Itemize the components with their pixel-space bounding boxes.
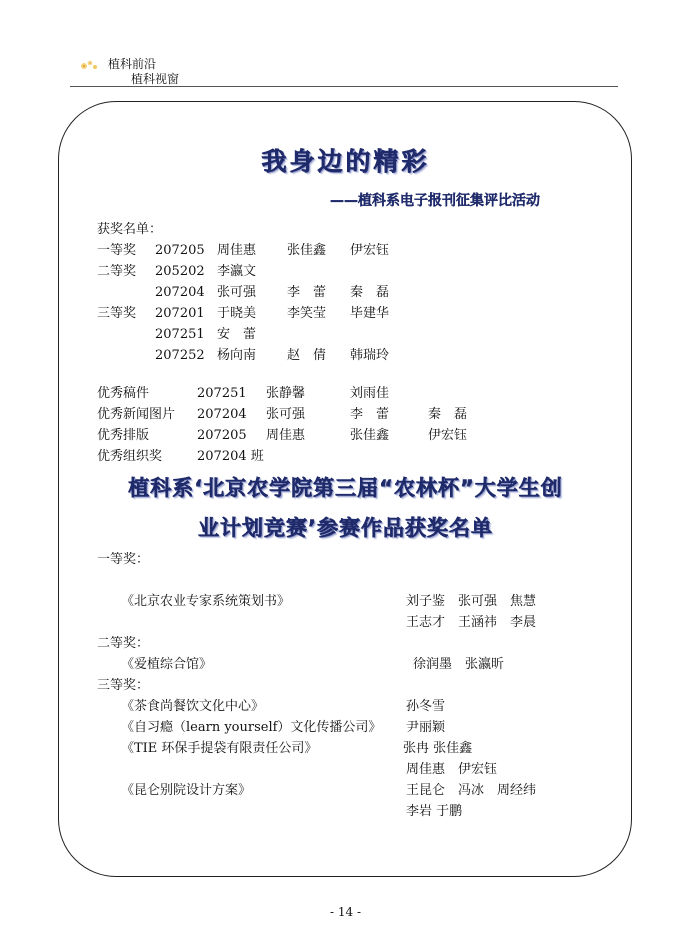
award-name: 杨向南 [217,348,257,363]
award-name: 周佳惠 [217,243,257,258]
contest-members: 孙冬雪 [406,699,446,714]
award-class-code: 207252 [155,348,205,363]
contest-members: 周佳惠 伊宏钰 [406,762,498,777]
award-class-code: 207201 [155,306,205,321]
excellent-category: 优秀组织奖 [97,449,163,464]
award-class-code: 207205 [155,243,205,258]
header-section-title: 植科前沿 [108,57,157,71]
award-name: 于晓美 [217,306,257,321]
award-name: 张佳鑫 [287,243,327,258]
award-name: 毕建华 [350,306,390,321]
award-name: 韩瑞玲 [350,348,390,363]
contest-work-title: 《自习瘾（learn yourself）文化传播公司》 [121,720,382,735]
page-subtitle: ——植科系电子报刊征集评比活动 [330,193,540,209]
contest-title-line1: 植科系‘北京农学院第三届“农林杯”大学生创 [128,476,563,500]
award-class-code: 207204 [155,285,205,300]
award-rank: 三等奖 [97,306,137,321]
excellent-class-code: 207205 [197,428,247,443]
excellent-name: 伊宏钰 [428,428,468,443]
contest-members: 李岩 于鹏 [406,804,463,819]
excellent-category: 优秀新闻图片 [97,407,176,422]
award-name: 李笑莹 [287,306,327,321]
contest-first-label: 一等奖： [97,552,150,567]
contest-third-label: 三等奖： [97,678,150,693]
contest-work-title: 《爱植综合馆》 [121,657,213,672]
excellent-class-code: 207204 [197,407,247,422]
contest-members: 王昆仑 冯冰 周经纬 [406,783,537,798]
award-name: 李 蕾 [287,285,327,300]
award-rank: 一等奖 [97,243,137,258]
contest-members: 徐润墨 张瀛昕 [413,657,505,672]
award-class-code: 207251 [155,327,205,342]
header-column-title: 植科视窗 [131,72,180,86]
award-class-code: 205202 [155,264,205,279]
header-divider [70,86,618,87]
excellent-category: 优秀排版 [97,428,150,443]
excellent-name: 周佳惠 [266,428,306,443]
award-name: 安 蕾 [217,327,257,342]
excellent-category: 优秀稿件 [97,386,150,401]
award-name: 伊宏钰 [350,243,390,258]
contest-members: 王志才 王涵祎 李晨 [406,615,537,630]
award-name: 赵 倩 [287,348,327,363]
excellent-name: 张佳鑫 [350,428,390,443]
excellent-name: 秦 磊 [428,407,468,422]
contest-members: 尹丽颖 [406,720,446,735]
excellent-class-code: 207251 [197,386,247,401]
excellent-name: 张可强 [266,407,306,422]
award-rank: 二等奖 [97,264,137,279]
contest-second-label: 二等奖： [97,636,150,651]
page-number: - 14 - [329,905,361,919]
flower-icon [78,58,102,72]
page-title: 我身边的精彩 [261,147,430,176]
contest-title-line2: 业计划竞赛’参赛作品获奖名单 [198,516,493,540]
contest-work-title: 《昆仑别院设计方案》 [121,783,252,798]
contest-members: 刘子鉴 张可强 焦慧 [406,594,537,609]
excellent-name: 李 蕾 [350,407,390,422]
excellent-class-code: 207204 班 [197,449,264,464]
contest-work-title: 《茶食尚餐饮文化中心》 [121,699,265,714]
awards-heading: 获奖名单： [97,222,163,237]
excellent-name: 刘雨佳 [350,386,390,401]
award-name: 李瀛文 [217,264,257,279]
excellent-name: 张静馨 [266,386,306,401]
award-name: 张可强 [217,285,257,300]
contest-members: 张冉 张佳鑫 [403,741,473,756]
award-name: 秦 磊 [350,285,390,300]
contest-work-title: 《TIE 环保手提袋有限责任公司》 [121,741,318,756]
contest-work-title: 《北京农业专家系统策划书》 [121,594,291,609]
